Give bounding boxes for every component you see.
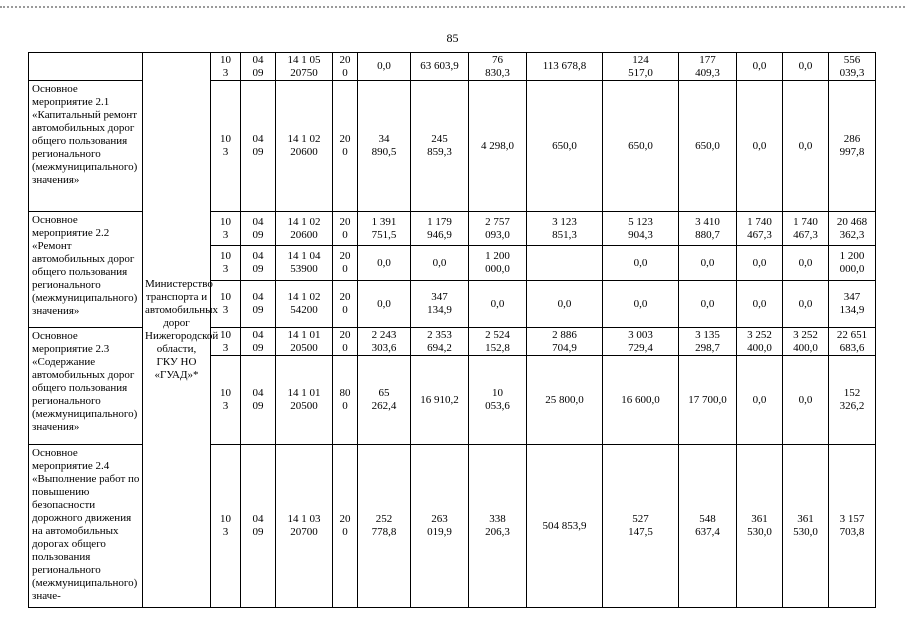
table-cell: 10 3 bbox=[211, 246, 241, 281]
table-cell: 0,0 bbox=[411, 246, 469, 281]
table-cell: 0,0 bbox=[737, 246, 783, 281]
table-cell: 0,0 bbox=[603, 281, 679, 328]
table-cell: 1 200 000,0 bbox=[829, 246, 876, 281]
table-cell: 361 530,0 bbox=[737, 445, 783, 608]
table-cell: 04 09 bbox=[241, 246, 276, 281]
activity-cell bbox=[29, 53, 143, 81]
table-cell: 14 1 02 54200 bbox=[276, 281, 333, 328]
table-cell: 0,0 bbox=[783, 246, 829, 281]
table-cell: 14 1 02 20600 bbox=[276, 81, 333, 212]
table-row bbox=[29, 53, 876, 81]
table-cell: 0,0 bbox=[527, 281, 603, 328]
table-cell: 80 0 bbox=[333, 356, 358, 445]
table-cell: 3 123 851,3 bbox=[527, 212, 603, 246]
table-cell: 124 517,0 bbox=[603, 53, 679, 81]
table-cell: 76 830,3 bbox=[469, 53, 527, 81]
table-cell: 263 019,9 bbox=[411, 445, 469, 608]
table-cell: 0,0 bbox=[679, 281, 737, 328]
table-cell: 1 391 751,5 bbox=[358, 212, 411, 246]
table-cell: 10 3 bbox=[211, 81, 241, 212]
table-cell: 10 053,6 bbox=[469, 356, 527, 445]
table-cell: 650,0 bbox=[603, 81, 679, 212]
table-cell: 10 3 bbox=[211, 356, 241, 445]
table-cell: 65 262,4 bbox=[358, 356, 411, 445]
table-cell: 0,0 bbox=[737, 281, 783, 328]
table-cell: 1 740 467,3 bbox=[737, 212, 783, 246]
table-cell: 0,0 bbox=[469, 281, 527, 328]
table-cell: 0,0 bbox=[737, 356, 783, 445]
table-cell: 3 252 400,0 bbox=[737, 328, 783, 356]
table-cell: 177 409,3 bbox=[679, 53, 737, 81]
table-cell: 04 09 bbox=[241, 281, 276, 328]
table-cell: 0,0 bbox=[358, 53, 411, 81]
table-cell: 04 09 bbox=[241, 356, 276, 445]
table-cell: 0,0 bbox=[603, 246, 679, 281]
table-cell: 5 123 904,3 bbox=[603, 212, 679, 246]
table-cell: 556 039,3 bbox=[829, 53, 876, 81]
table-cell: 16 910,2 bbox=[411, 356, 469, 445]
table-cell: 113 678,8 bbox=[527, 53, 603, 81]
table-cell: 650,0 bbox=[679, 81, 737, 212]
table-cell: 0,0 bbox=[783, 81, 829, 212]
table-cell: 0,0 bbox=[358, 246, 411, 281]
scan-top-border bbox=[0, 6, 905, 8]
table-cell: 527 147,5 bbox=[603, 445, 679, 608]
table-cell: 22 651 683,6 bbox=[829, 328, 876, 356]
table-cell: 4 298,0 bbox=[469, 81, 527, 212]
table-cell: 2 757 093,0 bbox=[469, 212, 527, 246]
table-cell: 1 740 467,3 bbox=[783, 212, 829, 246]
table-cell: 3 410 880,7 bbox=[679, 212, 737, 246]
table-cell: 04 09 bbox=[241, 445, 276, 608]
table-cell: 34 890,5 bbox=[358, 81, 411, 212]
table-cell: 0,0 bbox=[737, 53, 783, 81]
table-cell: 2 524 152,8 bbox=[469, 328, 527, 356]
table-cell: 04 09 bbox=[241, 328, 276, 356]
table-cell: 63 603,9 bbox=[411, 53, 469, 81]
table-cell: 17 700,0 bbox=[679, 356, 737, 445]
table-cell: 10 3 bbox=[211, 445, 241, 608]
table-cell: 3 135 298,7 bbox=[679, 328, 737, 356]
table-cell bbox=[527, 246, 603, 281]
table-cell: 1 179 946,9 bbox=[411, 212, 469, 246]
executor-cell: Министерство транспорта и автомобильных дорог Нижегородской области, ГКУ НО «ГУАД»* bbox=[143, 53, 211, 608]
table-cell: 2 353 694,2 bbox=[411, 328, 469, 356]
activity-cell: Основное мероприятие 2.2 «Ремонт автомобильных дорог общего пользования регионального (межмуниципального) значения» bbox=[29, 212, 143, 328]
table-cell: 04 09 bbox=[241, 212, 276, 246]
budget-table bbox=[28, 52, 876, 608]
table-cell: 04 09 bbox=[241, 81, 276, 212]
table-cell: 2 886 704,9 bbox=[527, 328, 603, 356]
table-cell: 04 09 bbox=[241, 53, 276, 81]
table-cell: 20 0 bbox=[333, 246, 358, 281]
table-cell: 338 206,3 bbox=[469, 445, 527, 608]
table-cell: 20 468 362,3 bbox=[829, 212, 876, 246]
page-number: 85 bbox=[446, 31, 459, 45]
table-cell: 20 0 bbox=[333, 281, 358, 328]
table-cell: 252 778,8 bbox=[358, 445, 411, 608]
table-cell: 25 800,0 bbox=[527, 356, 603, 445]
activity-cell: Основное мероприятие 2.4 «Выполнение работ по повышению безопасности дорожного движения на автомобильных дорогах общего пользования регионального (межмуниципального) значе- bbox=[29, 445, 143, 608]
table-cell: 548 637,4 bbox=[679, 445, 737, 608]
table-cell: 14 1 05 20750 bbox=[276, 53, 333, 81]
table-cell: 0,0 bbox=[679, 246, 737, 281]
table-cell: 650,0 bbox=[527, 81, 603, 212]
table-cell: 3 157 703,8 bbox=[829, 445, 876, 608]
table-cell: 347 134,9 bbox=[411, 281, 469, 328]
activity-cell: Основное мероприятие 2.3 «Содержание автомобильных дорог общего пользования регионального (межмуниципального) значения» bbox=[29, 328, 143, 445]
table-cell: 0,0 bbox=[783, 53, 829, 81]
table-cell: 14 1 01 20500 bbox=[276, 328, 333, 356]
table-cell: 20 0 bbox=[333, 212, 358, 246]
table-cell: 3 003 729,4 bbox=[603, 328, 679, 356]
table-cell: 0,0 bbox=[783, 281, 829, 328]
table-cell: 10 3 bbox=[211, 328, 241, 356]
table-cell: 0,0 bbox=[783, 356, 829, 445]
table-cell: 14 1 01 20500 bbox=[276, 356, 333, 445]
table-cell: 14 1 04 53900 bbox=[276, 246, 333, 281]
table-cell: 0,0 bbox=[737, 81, 783, 212]
table-cell: 3 252 400,0 bbox=[783, 328, 829, 356]
table-cell: 16 600,0 bbox=[603, 356, 679, 445]
table-cell: 245 859,3 bbox=[411, 81, 469, 212]
table-cell: 1 200 000,0 bbox=[469, 246, 527, 281]
table-cell: 504 853,9 bbox=[527, 445, 603, 608]
table-cell: 361 530,0 bbox=[783, 445, 829, 608]
table-cell: 2 243 303,6 bbox=[358, 328, 411, 356]
table-cell: 20 0 bbox=[333, 328, 358, 356]
table-cell: 10 3 bbox=[211, 53, 241, 81]
table-cell: 10 3 bbox=[211, 281, 241, 328]
table-cell: 20 0 bbox=[333, 53, 358, 81]
table-cell: 347 134,9 bbox=[829, 281, 876, 328]
activity-cell: Основное мероприятие 2.1 «Капитальный ремонт автомобильных дорог общего пользования регионального (межмуниципального) значения» bbox=[29, 81, 143, 212]
table-cell: 14 1 03 20700 bbox=[276, 445, 333, 608]
table-cell: 20 0 bbox=[333, 445, 358, 608]
table-cell: 14 1 02 20600 bbox=[276, 212, 333, 246]
table-cell: 286 997,8 bbox=[829, 81, 876, 212]
table-cell: 152 326,2 bbox=[829, 356, 876, 445]
table-cell: 10 3 bbox=[211, 212, 241, 246]
table-cell: 0,0 bbox=[358, 281, 411, 328]
table-cell: 20 0 bbox=[333, 81, 358, 212]
